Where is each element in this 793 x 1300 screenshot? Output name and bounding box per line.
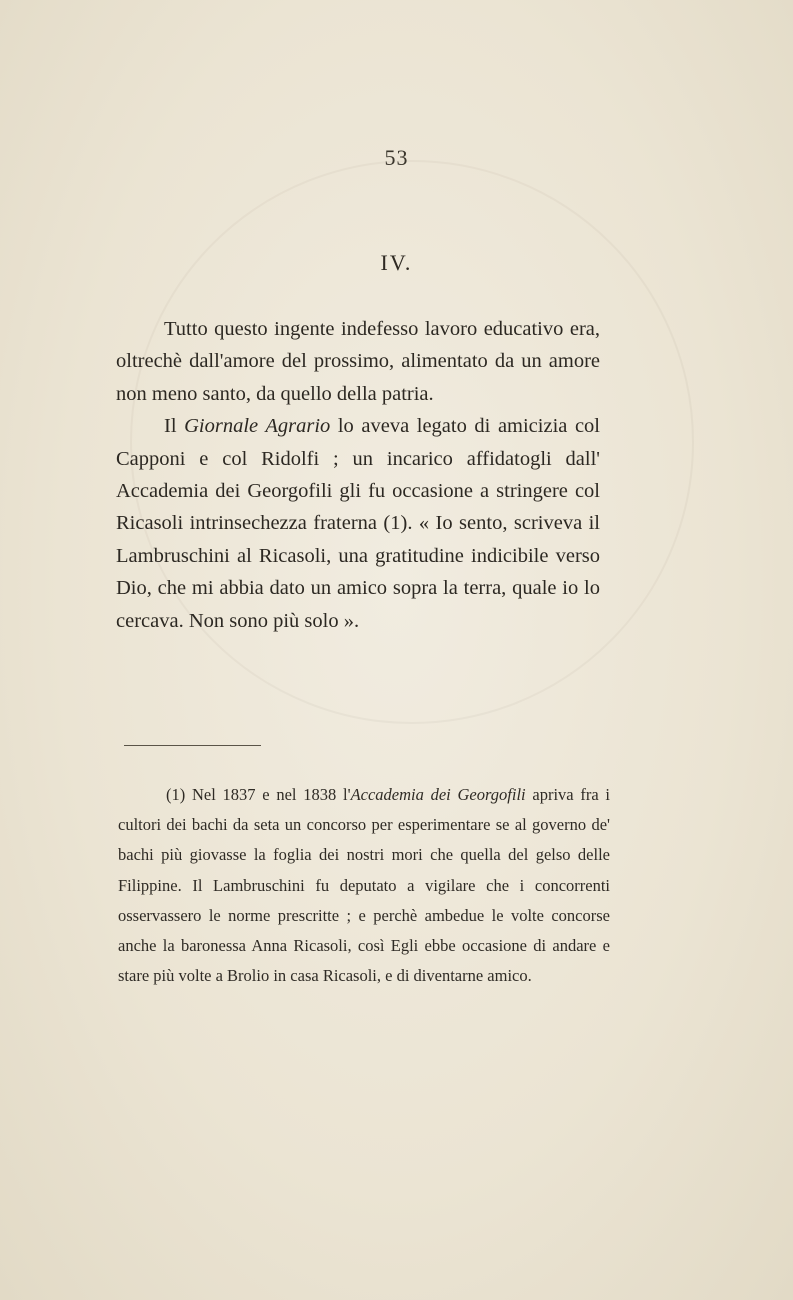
page-number: 53 bbox=[384, 145, 409, 170]
journal-title: Giornale Agrario bbox=[184, 415, 331, 438]
academy-title: Accademia dei Georgofili bbox=[350, 785, 526, 804]
footnote bbox=[118, 780, 610, 991]
main-text bbox=[116, 313, 600, 637]
paragraph-2 bbox=[116, 410, 600, 637]
paragraph-2-start: Il bbox=[164, 415, 185, 438]
chapter-heading: IV. bbox=[380, 250, 413, 275]
footnote-1 bbox=[118, 780, 610, 991]
footnote-divider bbox=[124, 745, 261, 746]
paragraph-2-rest: lo aveva legato di amicizia col Capponi e col Ridolfi ; un incarico affidatogli dall' Accademia dei Georgofili gli fu occasione a stringere col Ricasoli intrinsechezza fraterna (1). « Io sento, scriveva il Lambruschini al Ricasoli, una gratitudine indicibile verso Dio, che mi abbia dato un amico sopra la terra, quale io lo cercava. Non sono più solo ». bbox=[116, 415, 600, 632]
footnote-start: (1) Nel 1837 e nel 1838 l' bbox=[166, 785, 351, 804]
paragraph-1: Tutto questo ingente indefesso lavoro educativo era, oltrechè dall'amore del prossimo, alimentato da un amore non meno santo, da quello della patria. bbox=[116, 318, 600, 405]
footnote-rest: apriva fra i cultori dei bachi da seta un concorso per esperimentare se al governo de' bachi più giovasse la foglia dei nostri mori che quella del gelso delle Filippine. Il Lambruschini fu deputato a vigilare che i concorrenti osservassero le norme prescritte ; e perchè ambedue le volte concorse anche la baronessa Anna Ricasoli, così Egli ebbe occasione di andare e stare più volte a Brolio in casa Ricasoli, e di diventarne amico. bbox=[118, 785, 610, 986]
